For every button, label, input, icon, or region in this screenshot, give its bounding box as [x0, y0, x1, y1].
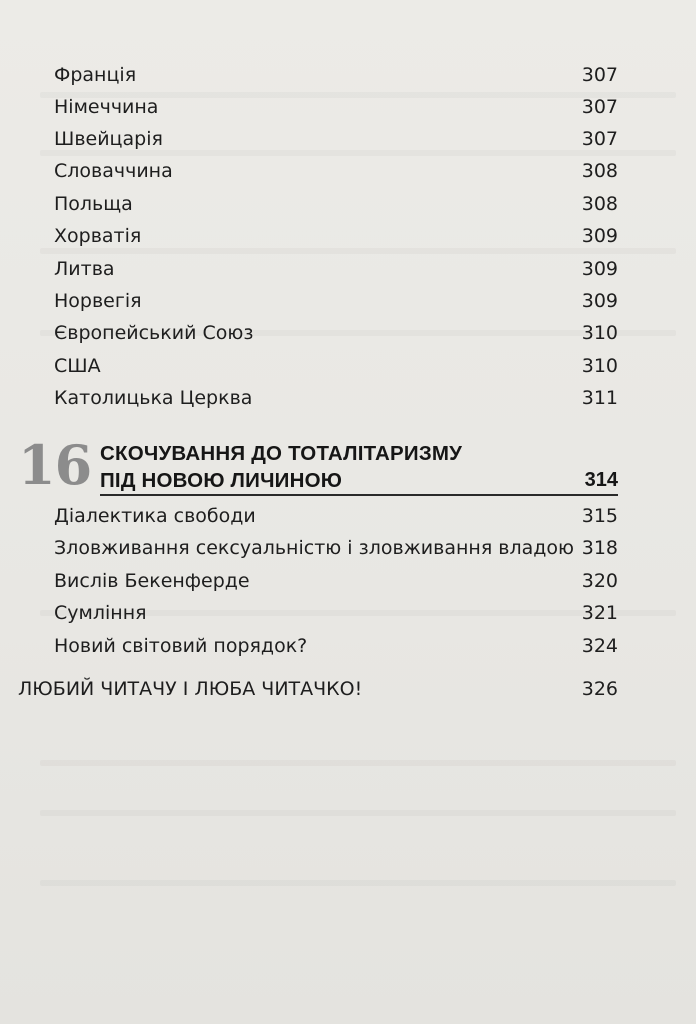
toc-entry[interactable]	[54, 160, 618, 192]
toc-entry[interactable]	[54, 635, 618, 667]
toc-entry[interactable]	[54, 96, 618, 128]
toc-entry[interactable]	[54, 193, 618, 225]
toc-entry-closing[interactable]	[18, 678, 618, 710]
toc-entry-title: Вислів Бекенферде	[54, 570, 250, 592]
toc-entry-title: Новий світовий порядок?	[54, 635, 308, 657]
toc-entry-page: 309	[581, 258, 618, 280]
toc-entry-page: 308	[581, 160, 618, 182]
toc-entry-page: 326	[581, 678, 618, 700]
toc-entry-title: Діалектика свободи	[54, 505, 256, 527]
toc-entry[interactable]	[54, 387, 618, 419]
toc-entry-page: 320	[581, 570, 618, 592]
toc-entry-title: Франція	[54, 64, 137, 86]
toc-entry-title: Хорватія	[54, 225, 142, 247]
toc-entry[interactable]	[54, 355, 618, 387]
toc-entry-title: Католицька Церква	[54, 387, 253, 409]
toc-entry-page: 321	[581, 602, 618, 624]
toc-entry-page: 310	[581, 322, 618, 344]
toc-entry-title: Європейський Союз	[54, 322, 254, 344]
toc-entry-title: Німеччина	[54, 96, 159, 118]
bleed-through-line	[40, 810, 676, 816]
toc-entry[interactable]	[54, 570, 618, 602]
toc-entry-title: ЛЮБИЙ ЧИТАЧУ І ЛЮБА ЧИТАЧКО!	[18, 678, 363, 700]
toc-entry-title: США	[54, 355, 101, 377]
chapter-number: 16	[18, 433, 92, 497]
toc-entry-title: Швейцарія	[54, 128, 163, 150]
toc-entry-title: Норвегія	[54, 290, 142, 312]
toc-entry[interactable]	[54, 64, 618, 96]
toc-entry-page: 324	[581, 635, 618, 657]
toc-entry-page: 311	[581, 387, 618, 409]
bleed-through-line	[40, 760, 676, 766]
chapter-title	[100, 440, 520, 494]
toc-entry[interactable]	[54, 225, 618, 257]
toc-entry[interactable]	[54, 290, 618, 322]
toc-entry-title: Словаччина	[54, 160, 173, 182]
toc-entry[interactable]	[54, 258, 618, 290]
toc-entry-page: 315	[581, 505, 618, 527]
toc-entry[interactable]	[54, 505, 618, 537]
bleed-through-line	[40, 880, 676, 886]
toc-entry-title: Польща	[54, 193, 133, 215]
toc-entry-page: 307	[581, 96, 618, 118]
chapter-divider	[100, 494, 618, 496]
toc-entry-page: 309	[581, 290, 618, 312]
toc-entry-page: 310	[581, 355, 618, 377]
toc-entry-page: 318	[581, 537, 618, 559]
toc-entry-title: Сумління	[54, 602, 147, 624]
chapter-title-line: СКОЧУВАННЯ ДО ТОТАЛІТАРИЗМУ	[100, 442, 463, 465]
toc-entry[interactable]	[54, 128, 618, 160]
toc-entry-page: 307	[581, 64, 618, 86]
chapter-title-line: ПІД НОВОЮ ЛИЧИНОЮ	[100, 469, 343, 492]
chapter-page: 314	[584, 469, 618, 491]
toc-entry[interactable]	[54, 537, 618, 569]
toc-entry-page: 308	[581, 193, 618, 215]
chapter-heading[interactable]	[18, 433, 618, 497]
toc-entry-page: 309	[581, 225, 618, 247]
toc-entry[interactable]	[54, 322, 618, 354]
toc-entry[interactable]	[54, 602, 618, 634]
toc-entry-page: 307	[581, 128, 618, 150]
toc-entry-title: Зловживання сексуальністю і зловживання владою	[54, 537, 575, 559]
toc-entry-title: Литва	[54, 258, 115, 280]
